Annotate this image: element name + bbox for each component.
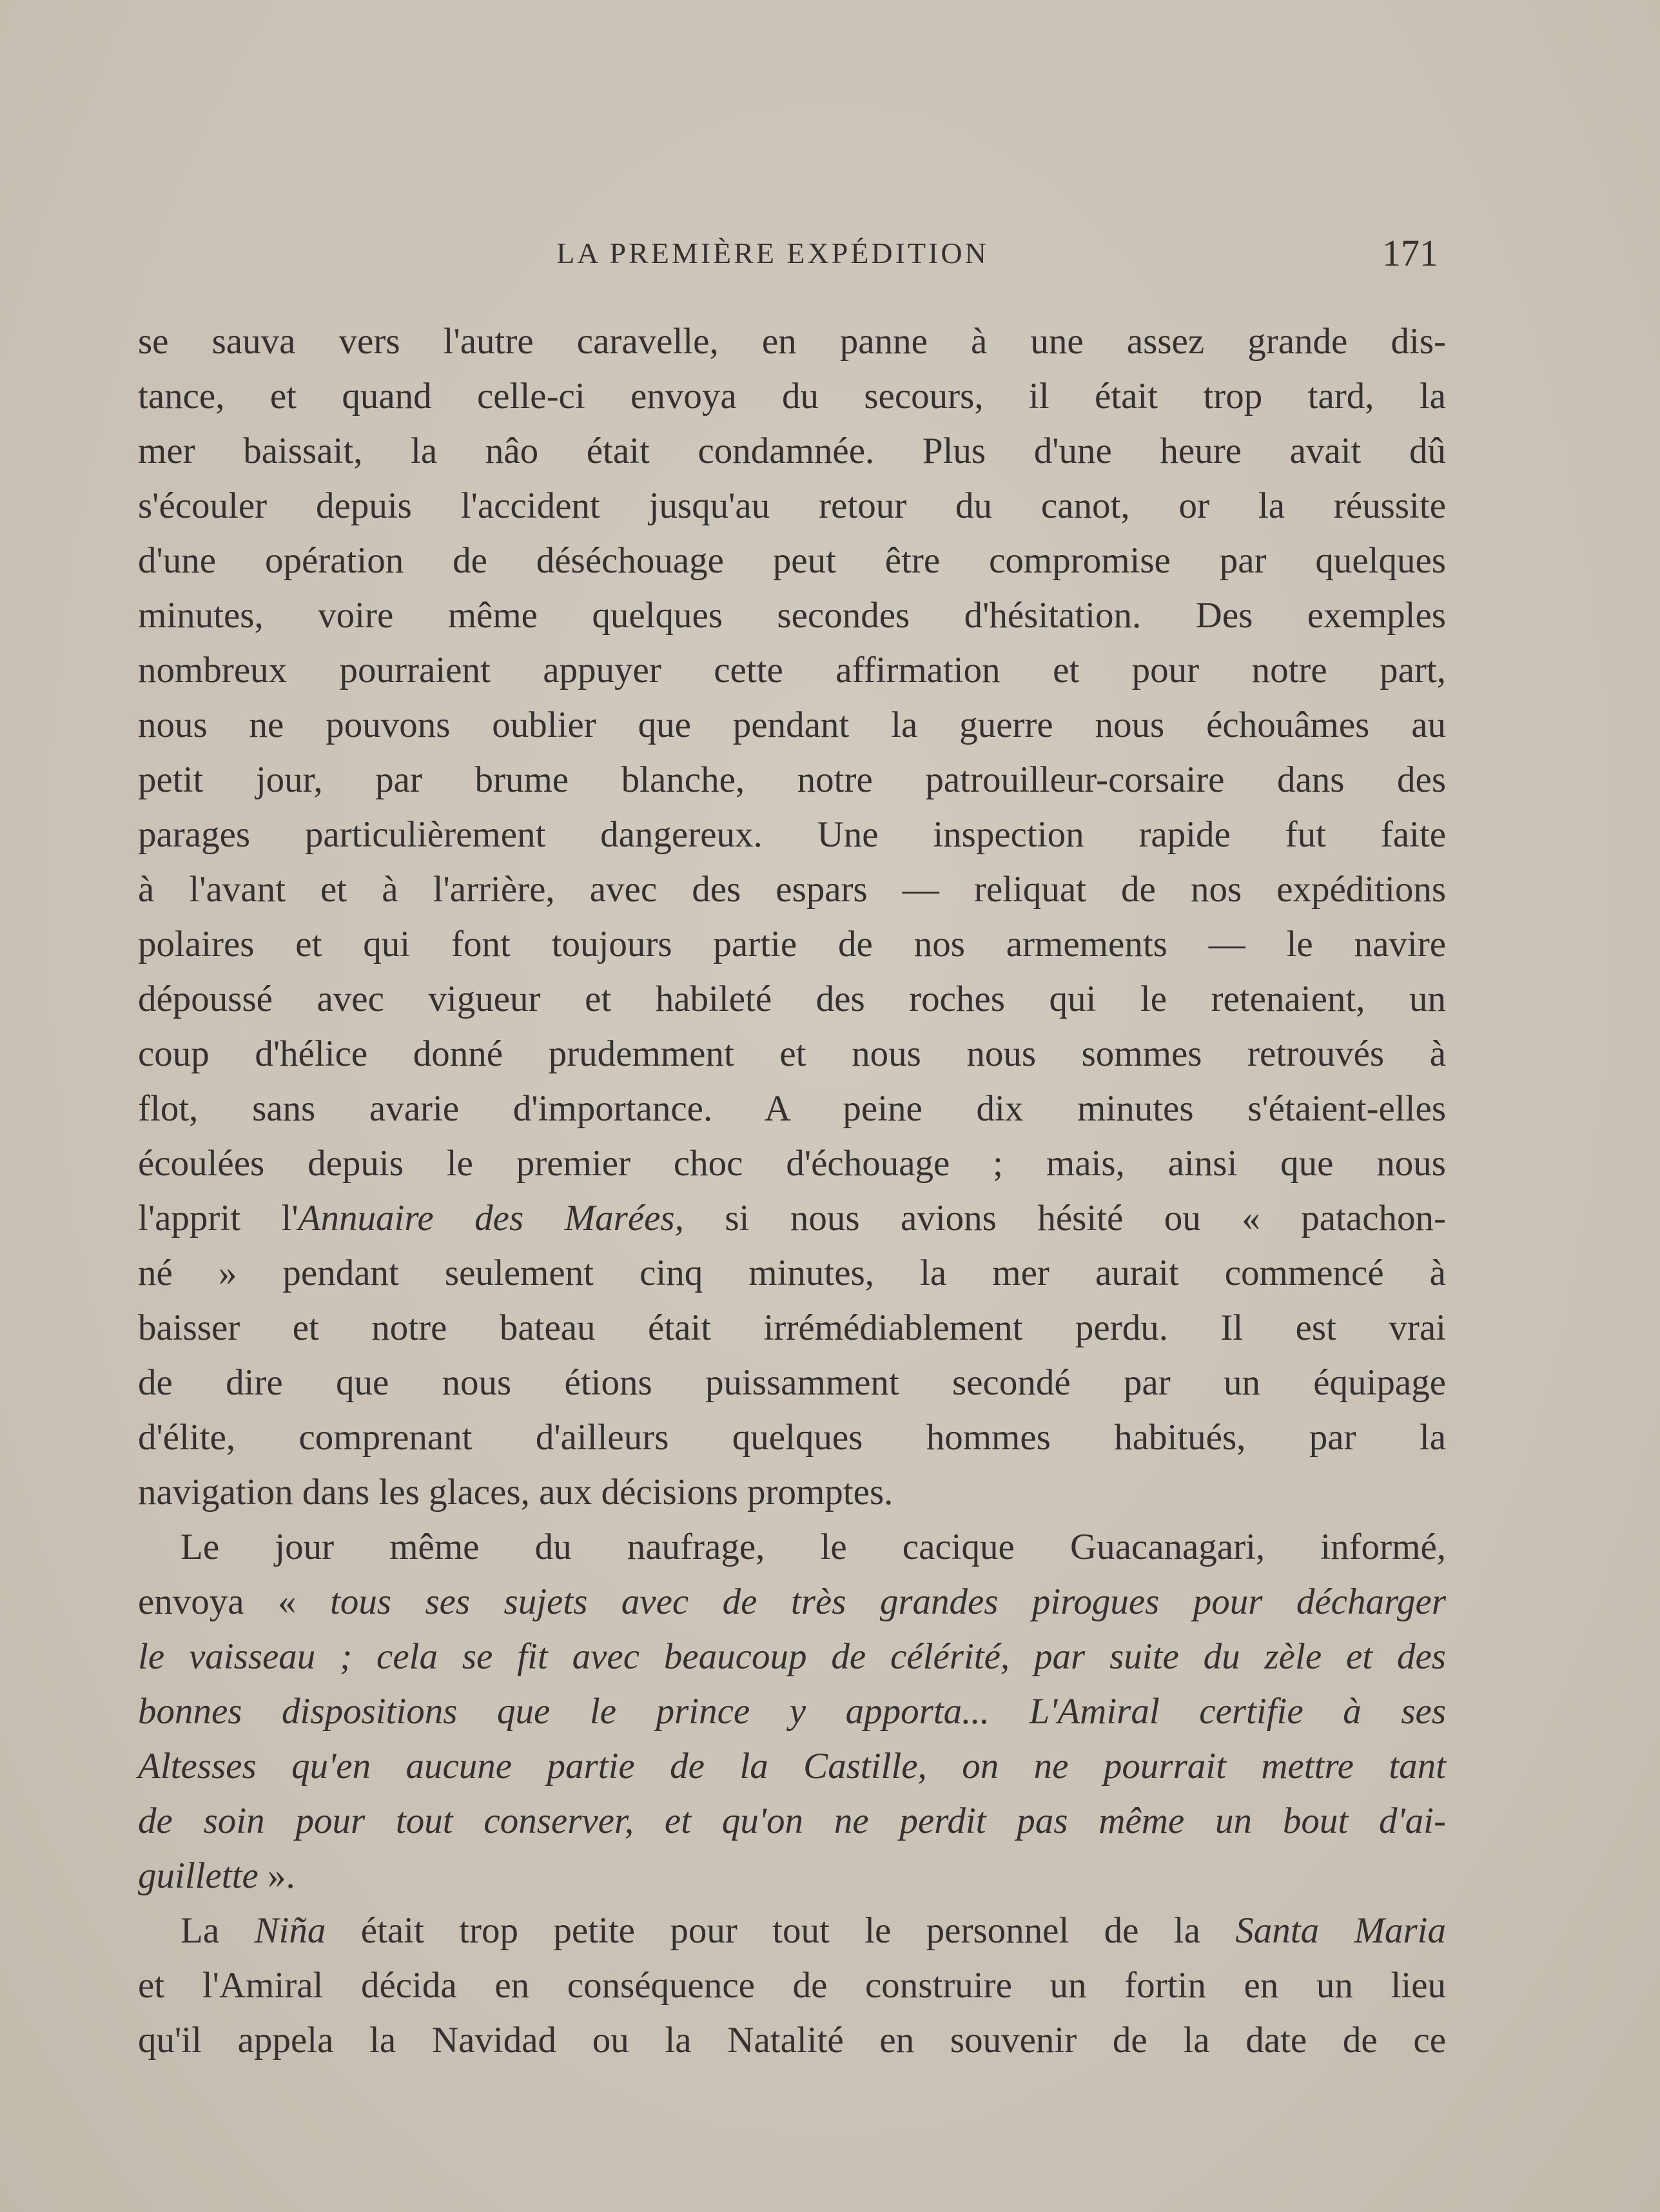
text-segment: dépoussé avec vigueur et habileté des roches qui le retenaient, un	[138, 979, 1446, 1019]
text-line	[138, 1794, 1446, 1848]
text-segment: de dire que nous étions puissamment secondé par un équipage	[138, 1362, 1446, 1403]
text-line	[138, 1026, 1446, 1081]
text-line	[138, 1903, 1446, 1958]
text-segment: mer baissait, la nâo était condamnée. Plus d'une heure avait dû	[138, 431, 1446, 471]
text-line	[138, 1191, 1446, 1246]
text-line	[138, 698, 1446, 752]
text-segment: et l'Amiral décida en conséquence de construire un fortin en un lieu	[138, 1965, 1446, 2006]
text-segment: minutes, voire même quelques secondes d'hésitation. Des exemples	[138, 595, 1446, 636]
text-line	[138, 1410, 1446, 1465]
text-segment: d'élite, comprenant d'ailleurs quelques hommes habitués, par la	[138, 1417, 1446, 1458]
text-line	[138, 1848, 1446, 1903]
text-line	[138, 1300, 1446, 1355]
body-text	[138, 314, 1446, 2068]
text-segment: coup d'hélice donné prudemment et nous nous sommes retrouvés à	[138, 1033, 1446, 1074]
text-segment: l'apprit l'	[138, 1198, 298, 1238]
text-line	[138, 369, 1446, 424]
running-head	[138, 231, 1446, 276]
text-line	[138, 588, 1446, 643]
text-segment: qu'il appela la Navidad ou la Natalité en souvenir de la date de ce	[138, 2020, 1446, 2060]
text-segment: écoulées depuis le premier choc d'échouage ; mais, ainsi que nous	[138, 1143, 1446, 1184]
text-segment: nombreux pourraient appuyer cette affirmation et pour notre part,	[138, 650, 1446, 690]
text-line	[138, 1739, 1446, 1794]
italic-text: Annuaire des Marées,	[298, 1198, 684, 1238]
text-line	[138, 862, 1446, 917]
text-line	[138, 1081, 1446, 1136]
text-segment: se sauva vers l'autre caravelle, en panne à une assez grande dis-	[138, 321, 1446, 362]
text-segment: d'une opération de déséchouage peut être compromise par quelques	[138, 540, 1446, 581]
text-line	[138, 314, 1446, 369]
text-segment: envoya «	[138, 1581, 330, 1622]
text-line	[138, 2013, 1446, 2068]
text-line	[138, 1246, 1446, 1300]
italic-text: Niña	[254, 1910, 326, 1951]
text-segment: petit jour, par brume blanche, notre patrouilleur-corsaire dans des	[138, 759, 1446, 800]
text-line	[138, 1136, 1446, 1191]
text-segment: parages particulièrement dangereux. Une inspection rapide fut faite	[138, 814, 1446, 855]
text-segment: polaires et qui font toujours partie de nos armements — le navire	[138, 924, 1446, 964]
text-line	[138, 752, 1446, 807]
text-line	[138, 1355, 1446, 1410]
page-number: 171	[1382, 232, 1438, 274]
text-segment: nous ne pouvons oublier que pendant la guerre nous échouâmes au	[138, 705, 1446, 745]
text-segment: navigation dans les glaces, aux décisions promptes.	[138, 1472, 893, 1512]
text-line	[138, 1465, 1446, 1520]
text-segment: Le jour même du naufrage, le cacique Guacanagari, informé,	[181, 1527, 1446, 1567]
text-segment: né » pendant seulement cinq minutes, la mer aurait commencé à	[138, 1253, 1446, 1293]
chapter-title: LA PREMIÈRE EXPÉDITION	[556, 237, 989, 269]
text-segment: ».	[258, 1855, 295, 1896]
italic-text: Altesses qu'en aucune partie de la Castille, on ne pourrait mettre tant	[138, 1746, 1446, 1786]
text-line	[138, 643, 1446, 698]
text-segment: si nous avions hésité ou « patachon-	[683, 1198, 1446, 1238]
text-segment: La	[181, 1910, 255, 1951]
text-line	[138, 424, 1446, 478]
italic-text: de soin pour tout conserver, et qu'on ne perdit pas même un bout d'ai-	[138, 1801, 1446, 1841]
text-line	[138, 1520, 1446, 1574]
text-line	[138, 807, 1446, 862]
text-line	[138, 1574, 1446, 1629]
text-segment: s'écouler depuis l'accident jusqu'au retour du canot, or la réussite	[138, 485, 1446, 526]
text-segment: baisser et notre bateau était irrémédiablement perdu. Il est vrai	[138, 1307, 1446, 1348]
italic-text: bonnes dispositions que le prince y apporta... L'Amiral certifie à ses	[138, 1691, 1446, 1732]
text-segment: était trop petite pour tout le personnel de la	[326, 1910, 1236, 1951]
text-line	[138, 1684, 1446, 1739]
italic-text: tous ses sujets avec de très grandes pirogues pour décharger	[329, 1581, 1447, 1622]
italic-text: le vaisseau ; cela se fit avec beaucoup de célérité, par suite du zèle et des	[138, 1636, 1446, 1677]
text-line	[138, 478, 1446, 533]
text-segment: tance, et quand celle-ci envoya du secours, il était trop tard, la	[138, 376, 1446, 416]
text-line	[138, 917, 1446, 972]
italic-text: Santa Maria	[1235, 1910, 1446, 1951]
text-line	[138, 972, 1446, 1026]
text-segment: à l'avant et à l'arrière, avec des espars — reliquat de nos expéditions	[138, 869, 1446, 910]
text-line	[138, 1629, 1446, 1684]
italic-text: guillette	[138, 1855, 259, 1896]
text-segment: flot, sans avarie d'importance. A peine dix minutes s'étaient-elles	[138, 1088, 1446, 1129]
text-line	[138, 1958, 1446, 2013]
text-line	[138, 533, 1446, 588]
